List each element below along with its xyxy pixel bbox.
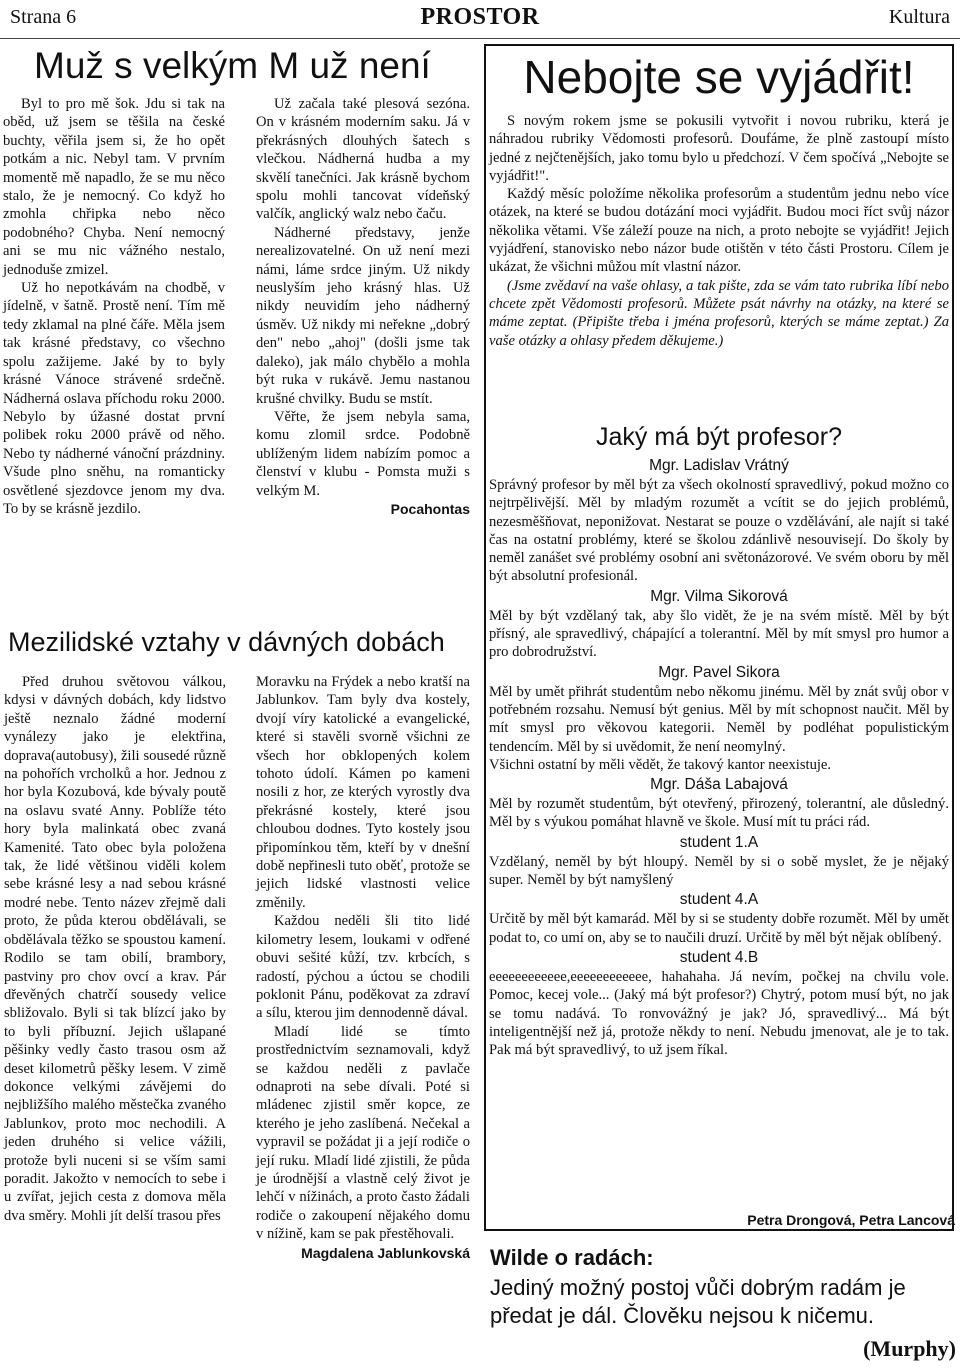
article-column <box>3 95 225 518</box>
paragraph-italic: (Jsme zvědaví na vaše ohlasy, a tak pište, zda se vám tato rubrika líbí nebo chcete zpět Vědomosti profesorů. Můžete psát návrhy na otázky, na které se máme zeptat. (Připište třeba i jména profesorů, kterých se máme zeptat.) Za vaše otázky a ohlasy předem děkujeme.) <box>489 277 949 349</box>
paragraph: Nádherné představy, jenže nerealizovatelné. On už není mezi námi, láme srdce jiným. Už nikdy neuslyším jeho krásný hlas. Už nikdy neuvidím jeho nádherný úsměv. Už nikdy mi neřekne „dobrý den" nebo „ahoj" (došli jsme tak daleko), jak málo chybělo a mohla být ruka v rukávě. Jemu nastanou krušné chvilky. Budu se mstít. <box>256 224 470 407</box>
quote-title: Wilde o radách: <box>490 1245 654 1270</box>
article-title: Mezilidské vztahy v dávných dobách <box>8 627 445 657</box>
answers-list <box>489 455 949 1059</box>
respondent-name: Mgr. Ladislav Vrátný <box>649 457 789 474</box>
respondent-name: Mgr. Vilma Sikorová <box>650 587 788 605</box>
article-column <box>256 95 470 518</box>
article-signature: Magdalena Jablunkovská <box>301 1244 470 1261</box>
paragraph: Před druhou světovou válkou, kdysi v dávných dobách, kdy lidstvo ještě neznalo žádné moderní vynálezy jako je elektřina, doprava(autobusy), žili sousedé různě na pohořích vrcholků a hor. Jednou z hor byla Kozubová, kde bývaly poutě na oslavu svaté Anny. Poblíže této hory byla malinkatá obec zvaná Kamenité. Tato obec byla položena tak, že lidé většinou viděli kolem sebe krásné lesy a nad sebou krásné modré nebe. Tento název zřejmě dali proto, že půda kterou obdělávali, se obdělávala těžko se spoustou kamení. Rodilo se tam obilí, brambory, pastviny pro chov ovcí a krav. Pár dřevěných chatrčí sousedy velice sbližovalo. Byli si tak blízcí jako by to byli příbuzní. Jejich ušlapané pěšinky vedly často trasou osm až deset kilometrů pěšky lesem. V zimě dokonce velkými závějemi do nejbližšího malého městečka zvaného Jablunkov, proto moc nechodili. A jeden druhého si velice vážili, protože byli nuceni si se vším sami poradit. Jakožto v nemocích to sebe i u zvířat, jejich cesta z domova měla dva směry. Mohli jít delší trasou přes <box>4 674 226 1224</box>
paragraph: Moravku na Frýdek a nebo kratší na Jablunkov. Tam byly dva kostely, dvojí víry katolické a evangelické, které si stavěli svorně všichni ze všech hor obklopených kolem tohoto údolí. Kámen po kameni nosili z hor, ze kterých vyrostly dva překrásné kostely, které jsou chloubou dodnes. Tyto kostely jsou připomínkou těm, kteří by v dnešní době nepřinesli tuto oběť, protože se jejich lidské vlastnosti velice změnily. <box>256 674 470 911</box>
section-name: Kultura <box>888 6 950 28</box>
paragraph: S novým rokem jsme se pokusili vytvořit i novou rubriku, která je náhradou rubriky Vědomosti profesorů. Doufáme, že plně zastoupí místo jedné z nejčtenějších, jako tomu bylo u předchozí. V čem spočívá „Nebojte se vyjádřit!". <box>489 113 949 184</box>
respondent-name: Mgr. Pavel Sikora <box>658 663 780 681</box>
answer-text: Vzdělaný, neměl by být hloupý. Neměl by si o sobě myslet, že je nějaký super. Neměl by být namyšlený <box>489 853 949 889</box>
answer-text: Všichni ostatní by měli vědět, že takový kantor neexistuje. <box>489 756 832 773</box>
question-heading: Jaký má být profesor? <box>596 423 842 451</box>
respondent-name: student 4.B <box>679 948 759 966</box>
rubric-title: Nebojte se vyjádřit! <box>523 51 915 103</box>
publication-name: PROSTOR <box>420 4 540 30</box>
answer-text: Správný profesor by měl být za všech okolností spravedlivý, pokud možno co nejtrpělivější. Měl by mladým rozumět a vcítit se do jejich problémů, nezesměšňovat, neponižovat. Nestarat se pouze o vzdělávání, ale najít si také čas na ostatní problémy, které se školou zdánlivě nesouvisejí. Do školy by neměl zanášet své problémy osobní ani světonázorové. Ve svém oboru by měl být absolutní profesionál. <box>489 477 949 585</box>
paragraph: Věřte, že jsem nebyla sama, komu zlomil srdce. Podobně ublíženým lidem nabízím pomoc a členství v klubu - Pomsta muži s velkým M. <box>256 408 470 499</box>
paragraph: Každou neděli šli tito lidé kilometry lesem, loukami v odřené obuvi sešité kůží, tzv. krbcích, s radostí, pýchou a úctou se chodili poklonit Pánu, poděkovat za zdraví a sílu, kterou jim dennodenně dával. <box>256 913 470 1022</box>
paragraph: Každý měsíc položíme několika profesorům a studentům jednu nebo více otázek, na které se budou dotázání moci vyjádřit. Budou moci říct svůj názor několika větami. Vše záleží pouze na nich, a proto nebojte se vyjádřit! Jejich vyjádření, stanovisko nebo názor bude otištěn v této části Prostoru. Cílem je ukázat, že všichni můžou mít vlastní názor. <box>489 186 949 276</box>
page-number: Strana 6 <box>10 6 77 28</box>
paragraph: Už začala také plesová sezóna. On v krásném moderním saku. Já v překrásných dlouhých šatech s vlečkou. Nádherná hudba a my skvělí tanečníci. Jak krásně bychom spolu mohli tancovat vídeňský valčík, anglický walz nebo čaču. <box>256 96 470 223</box>
answer-text: Měl by rozumět studentům, být otevřený, přirozený, tolerantní, ale důsledný. Měl by s výukou pomáhat hlavně ve škole. Musí mít tu práci rád. <box>489 796 949 831</box>
answer-text: Měl by být vzdělaný tak, aby šlo vidět, že je na svém místě. Měl by být přísný, ale spravedlivý, chápající a tolerantní. Měl by mít smysl pro humor a pro dobrodružství. <box>489 607 949 661</box>
paragraph: Byl to pro mě šok. Jdu si tak na oběd, už jsem se těšila na české buchty, věřila jsem si, že ho opět potkám a nic. Nebyl tam. V prvním momentě mě napadlo, že se mu něco stalo, že je nemocný. Co když ho zmohla chřipka nebo něco podobného? Chyba. Není nemocný ani se mu nic vážného nestalo, jednoduše zmizel. <box>3 96 225 278</box>
article-column <box>4 673 226 1225</box>
respondent-name: Mgr. Dáša Labajová <box>650 776 788 794</box>
quote-text: Jediný možný postoj vůči dobrým radám je předat je dál. Člověku nejsou k ničemu. <box>490 1275 906 1328</box>
article-title: Muž s velkým M už není <box>34 45 431 86</box>
article-column <box>256 673 470 1262</box>
respondent-name: student 4.A <box>679 891 759 909</box>
answer-text: Měl by umět přihrát studentům nebo někomu jinému. Měl by znát svůj obor v potřebném rozsahu. Nemusí být genius. Měl by mít schopnost naučit. Měl by mít smysl pro věkovou kategorii. Neměl by podléhat populistickým tendencím. Měl by si uvědomit, že není neomylný. <box>489 683 949 755</box>
paragraph: Už ho nepotkávám na chodbě, v jídelně, v šatně. Prostě není. Tím mě tedy zklamal na plné čáře. Měla jsem tak krásné představy, co všechno spolu zažijeme. Jaké by to byly krásné Vánoce strávené srdečně. Nádherná oslava příchodu roku 2000. Nebylo by úžasné dostat první polibek roku 2000 právě od něho. Nebo ty nádherné vánoční prázdniny. Všude plno sněhu, na romanticky osvětlené sjezdovce jenom my dva. To by se krásně jezdilo. <box>3 280 225 517</box>
quote-author: (Murphy) <box>863 1336 956 1361</box>
respondent-name: student 1.A <box>679 833 759 851</box>
paragraph: Mladí lidé se tímto prostřednictvím seznamovali, když se každou neděli z pavlače odnaproti na sebe dívali. Poté si mládenec zjistil směr kopce, ze kterého je jeho zaslíbená. Nečekal a vypravil se požádat ji a její rodiče o její ruku. Mladí lidé zjistili, že půda je úrodnější a vlastně celý život je lehčí v nížinách, a proto často žádali rodiče o zakoupení nějakého domu v nížině, kam se pak přestěhovali. <box>256 1023 470 1243</box>
rubric-intro <box>489 112 949 350</box>
answer-text: eeeeeeeeeeee,eeeeeeeeeeee, hahahaha. Já nevím, počkej na chvilu vole. Pomoc, kecej vole... (Jaký má být profesor?) Chytrý, potom musí být, no jak se tomu nadává. To ronvovážný je jak? Jó, spravedlivý... Má být inteligentnější než já, protože někdy to není. Nebudu jmenovat, ale je to tak. Pak má být spravedlivý, to už jsem říkal. <box>489 968 949 1059</box>
rubric-signature: Petra Drongová, Petra Lancová <box>747 1212 955 1228</box>
answer-text: Určitě by měl být kamarád. Měl by si se studenty dobře rozumět. Měl by umět podat to, co umí on, aby se to naučili druzí. Určitě by měl být nějak oblíbený. <box>489 911 949 946</box>
article-signature: Pocahontas <box>390 500 470 517</box>
